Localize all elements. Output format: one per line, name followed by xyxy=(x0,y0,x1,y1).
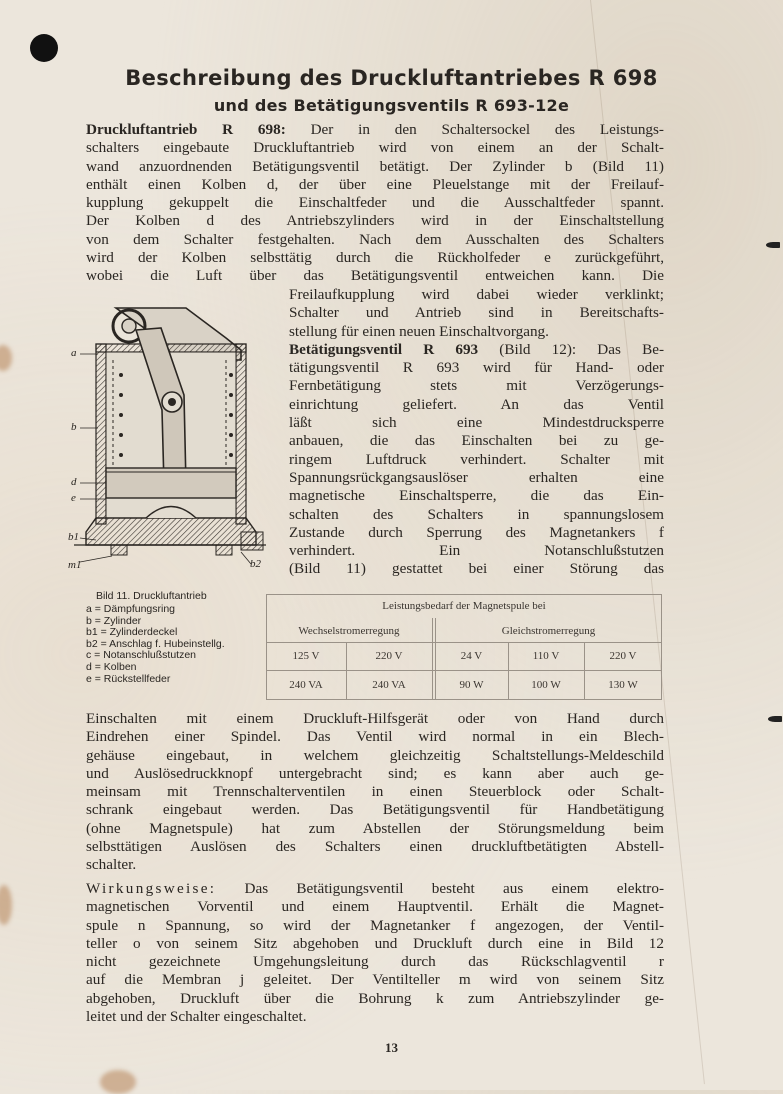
text-line: Einschalten mit einem Druckluft-Hilfsgerät oder von Hand durch xyxy=(86,710,664,727)
text-line: (Bild 11) gestattet bei einer Störung das xyxy=(289,560,664,578)
paragraph-lead: Druckluftantrieb R 698: xyxy=(86,121,286,138)
text-line: Spannungsrückgangsauslöser erhalten eine xyxy=(289,468,664,486)
stain-bottom xyxy=(100,1070,136,1094)
text-line: magnetischen Vorventil und einem Hauptventil. Erhält die Magnet- xyxy=(86,898,664,916)
paragraph-druckluftantrieb xyxy=(86,121,664,286)
text-line: wobei die Luft über das Betätigungsventil entweichen kann. Die xyxy=(86,267,664,285)
text-line: Der Kolben d des Antriebszylinders wird in der Einschaltstellung xyxy=(86,212,664,230)
text-line: ringem Luftdruck verhindert. Schalter mit xyxy=(289,450,664,468)
text-line: stellung für einen neuen Einschaltvorgang. xyxy=(289,322,549,340)
text-line: schrank eingebaut werden. Das Betätigungsventil für Handbetätigung xyxy=(86,801,664,819)
figure-druckluftantrieb xyxy=(66,300,276,590)
text-line: Zustande durch Sperrung des Magnetankers f xyxy=(289,523,664,541)
power-table xyxy=(266,594,662,700)
stain-left-2 xyxy=(0,885,12,925)
table-cell-power: 240 VA xyxy=(372,679,406,691)
paragraph-lead: Wirkungsweise: xyxy=(86,880,217,897)
text-line: spule n Spannung, so wird der Magnetanker f angezogen, der Ventil- xyxy=(86,916,664,934)
text-line: (ohne Magnetspule) hat zum Abstellen der Störungsmeldung beim xyxy=(86,819,664,837)
table-cell-power: 90 W xyxy=(459,679,484,691)
stain-left-1 xyxy=(0,345,12,371)
text-line: und Auslösedruckknopf untergebracht sind; es kann aber auch ge- xyxy=(86,764,664,782)
text-line: schalter. xyxy=(86,856,137,874)
text-line: von dem Schalter festgehalten. Nach dem Ausschalten des Schalters xyxy=(86,230,664,248)
figure-label-b1: b1 xyxy=(68,531,79,543)
text-line: anbauen, die das Einschalten bei zu ge- xyxy=(289,432,664,450)
legend-item: b = Zylinder xyxy=(86,614,142,627)
paragraph-lead: Betätigungsventil R 693 xyxy=(289,340,479,358)
figure-label-m1: m1 xyxy=(68,559,82,571)
text-line: verhindert. Ein Notanschlußstutzen xyxy=(289,542,664,560)
figure-legend xyxy=(86,604,225,685)
text-line: schalten des Schalters in spannungslosem xyxy=(289,505,664,523)
figure-label-b2: b2 xyxy=(250,558,261,570)
table-cell-power: 130 W xyxy=(608,679,638,691)
text-line: Eindrehen einer Spindel. Das Ventil wird normal in ein Blech- xyxy=(86,728,664,746)
table-cell-voltage: 24 V xyxy=(460,650,483,662)
table-cell-power: 240 VA xyxy=(289,679,323,691)
legend-item: b1 = Zylinderdeckel xyxy=(86,626,178,639)
text-line: Freilaufkupplung wird dabei wieder verklinkt; xyxy=(289,286,664,303)
table-cell-voltage: 125 V xyxy=(292,650,320,662)
table-cell-voltage: 220 V xyxy=(609,650,637,662)
text-line: Der in den Schaltersockel des Leistungs- xyxy=(310,121,664,138)
table-cell-voltage: 220 V xyxy=(375,650,403,662)
heading-main: Beschreibung des Druckluftantriebes R 698 xyxy=(125,66,658,90)
page-number: 13 xyxy=(385,1040,398,1055)
text-line: enthält einen Kolben d, der über eine Pleuelstange mit der Freilauf- xyxy=(86,175,664,193)
legend-item: d = Kolben xyxy=(86,660,137,673)
figure-label-b: b xyxy=(71,421,77,433)
paragraph-einschalten xyxy=(86,710,664,875)
text-line: auf die Membran j geleitet. Der Ventilteller m wird von seinem Sitz xyxy=(86,971,664,989)
text-line: Fernbetätigung stets mit Verzögerungs- xyxy=(289,377,664,395)
text-line: schalters eingebaute Druckluftantrieb wird von einem an der Schalt- xyxy=(86,139,664,157)
table-group-dc: Gleichstromerregung xyxy=(501,625,596,637)
legend-item: b2 = Anschlag f. Hubeinstellg. xyxy=(86,637,225,650)
table-group-ac: Wechselstromerregung xyxy=(298,625,400,637)
text-line: (Bild 12): Das Be- xyxy=(499,340,664,358)
edge-mark-1 xyxy=(766,242,780,248)
table-title: Leistungsbedarf der Magnetspule bei xyxy=(382,600,546,612)
text-line: teller o von seinem Sitz abgehoben und Druckluft durch eine in Bild 12 xyxy=(86,934,664,952)
text-line: magnetische Einschaltsperre, die das Ein- xyxy=(289,487,664,505)
punch-hole xyxy=(30,34,58,62)
text-line: nicht gezeichnete Umgehungsleitung durch das Rückschlagventil r xyxy=(86,953,664,971)
text-line: selbsttätigen Auslösen des Schalters einen druckluftbetätigten Abstell- xyxy=(86,838,664,856)
figure-label-e: e xyxy=(71,492,76,504)
table-cell-voltage: 110 V xyxy=(532,650,560,662)
text-line: wird der Kolben selbsttätig durch die Rückholfeder e zurückgeführt, xyxy=(86,249,664,267)
text-line: meinsam mit Trennschalterventilen in einen Steuerblock oder Schalt- xyxy=(86,783,664,801)
heading-sub: und des Betätigungsventils R 693-12e xyxy=(213,96,570,115)
figure-caption: Bild 11. Druckluftantrieb xyxy=(96,590,207,602)
figure-label-a: a xyxy=(71,347,77,359)
text-line: einrichtung geliefert. An das Ventil xyxy=(289,395,664,413)
text-line: Das Betätigungsventil besteht aus einem elektro- xyxy=(244,880,664,897)
right-column-text xyxy=(289,286,664,579)
text-line: leitet und der Schalter eingeschaltet. xyxy=(86,1008,307,1026)
text-line: kupplung gekuppelt die Einschaltfeder und die Ausschaltfeder spannt. xyxy=(86,194,664,212)
text-line: wand anzuordnenden Betätigungsventil betätigt. Der Zylinder b (Bild 11) xyxy=(86,157,664,175)
legend-item: a = Dämpfungsring xyxy=(86,603,176,615)
text-line: abgehoben, Druckluft über die Bohrung k zum Antriebszylinder ge- xyxy=(86,989,664,1007)
legend-item: c = Notanschlußstutzen xyxy=(86,649,197,662)
paragraph-wirkungsweise xyxy=(86,880,664,1026)
legend-item: e = Rückstellfeder xyxy=(86,672,171,685)
text-line: tätigungsventil R 693 wird für Hand- oder xyxy=(289,359,664,377)
table-cell-power: 100 W xyxy=(531,679,561,691)
edge-mark-2 xyxy=(768,716,782,722)
text-line: läßt sich eine Mindestdrucksperre xyxy=(289,414,664,432)
text-line: Schalter und Antrieb sind in Bereitschafts- xyxy=(289,304,664,322)
text-line: gehäuse eingebaut, in welchem gleichzeitig Schaltstellungs-Meldeschild xyxy=(86,746,664,764)
figure-label-d: d xyxy=(71,476,77,488)
